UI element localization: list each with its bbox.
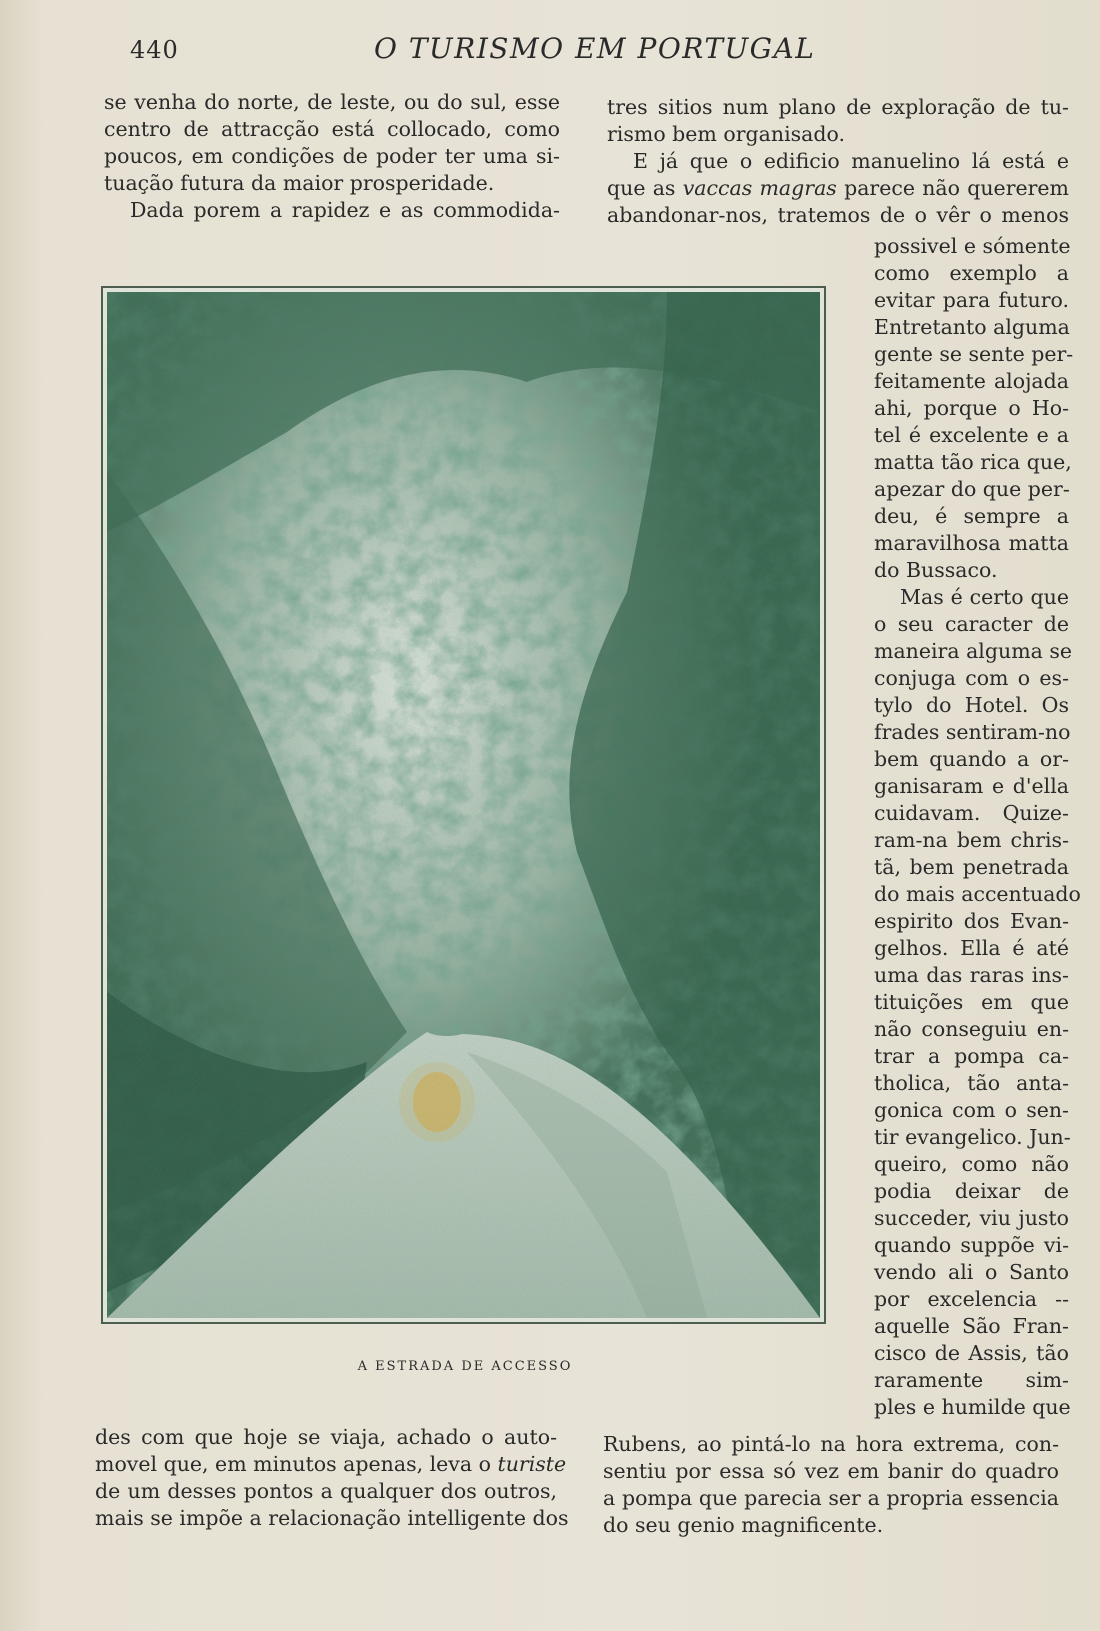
text-line: tel é excelente e a [874, 423, 1069, 447]
text-line: bem quando a or- [874, 747, 1069, 771]
text-line: queiro, como não [874, 1152, 1069, 1176]
photograph-frame [101, 286, 826, 1324]
text-line: ples e humilde que [874, 1395, 1071, 1419]
text-line: se venha do norte, de leste, ou do sul, esse [104, 90, 560, 114]
text-line: maravilhosa matta [874, 531, 1069, 555]
road-photograph [107, 292, 820, 1318]
text-line: deu, é sempre a [874, 504, 1069, 528]
text-line: gente se sente per- [874, 342, 1074, 366]
text-line: cuidavam. Quize- [874, 801, 1069, 825]
narrow-column [874, 233, 1081, 1421]
text-line: por excelencia -- [874, 1287, 1069, 1311]
text-line: a pompa que parecia ser a propria essencia [603, 1486, 1059, 1510]
left-column-bottom [95, 1424, 569, 1532]
text-line: maneira alguma se [874, 639, 1073, 663]
text-line [95, 1451, 567, 1478]
text-line: tholica, tão anta- [874, 1071, 1069, 1095]
text-line: Dada porem a rapidez e as commodida- [130, 198, 560, 222]
text-line: uma das raras ins- [874, 963, 1069, 987]
text-line: Rubens, ao pintá-lo na hora extrema, con- [603, 1432, 1059, 1456]
text-line: mais se impõe a relacionação intelligente dos [95, 1506, 569, 1530]
text-line: frades sentiram-no [874, 720, 1071, 744]
text-line: poucos, em condições de poder ter uma si- [104, 144, 560, 168]
text-fragment: que as [607, 176, 683, 200]
text-line: tituições em que [874, 990, 1069, 1014]
text-line: tylo do Hotel. Os [874, 693, 1069, 717]
text-line: gelhos. Ella é até [874, 936, 1069, 960]
text-line [607, 175, 1069, 202]
text-line: do mais accentuado [874, 882, 1081, 906]
text-line: do seu genio magnificente. [603, 1513, 884, 1537]
text-line: E já que o edificio manuelino lá está e [633, 149, 1069, 173]
text-line: Entretanto alguma [874, 315, 1070, 339]
text-line: de um desses pontos a qualquer dos outros, [95, 1479, 557, 1503]
figure-caption: A ESTRADA DE ACCESSO [357, 1359, 573, 1374]
text-line: aquelle São Fran- [874, 1314, 1069, 1338]
text-line: gonica com o sen- [874, 1098, 1069, 1122]
text-line: como exemplo a [874, 261, 1069, 285]
text-line: matta tão rica que, [874, 450, 1072, 474]
text-line: conjuga com o es- [874, 666, 1069, 690]
text-line: ganisaram e d'ella [874, 774, 1069, 798]
text-line: não conseguiu en- [874, 1017, 1069, 1041]
text-line: vendo ali o Santo [874, 1260, 1069, 1284]
text-line: sentiu por essa só vez em banir do quadro [603, 1459, 1059, 1483]
text-line: rismo bem organisado. [607, 122, 845, 146]
text-line: raramente sim- [874, 1368, 1069, 1392]
text-line: tres sitios num plano de exploração de tu- [607, 95, 1069, 119]
text-line: abandonar-nos, tratemos de o vêr o menos [607, 203, 1069, 227]
text-line: trar a pompa ca- [874, 1044, 1069, 1068]
left-column-top [104, 89, 560, 224]
text-fragment: parece não quererem [836, 176, 1069, 200]
italic-word: turiste [497, 1452, 567, 1476]
italic-phrase: vaccas magras [682, 176, 837, 200]
text-line: do Bussaco. [874, 558, 998, 582]
text-line: centro de attracção está collocado, como [104, 117, 560, 141]
text-line: Mas é certo que [900, 585, 1069, 609]
right-column-top [607, 94, 1069, 229]
text-line: tuação futura da maior prosperidade. [104, 171, 495, 195]
page-header [130, 32, 1060, 72]
text-line: tã, bem penetrada [874, 855, 1069, 879]
text-line: possivel e sómente [874, 234, 1071, 258]
text-fragment: movel que, em minutos apenas, leva o [95, 1452, 498, 1476]
text-line: cisco de Assis, tão [874, 1341, 1069, 1365]
text-line: feitamente alojada [874, 369, 1069, 393]
text-line: ram-na bem chris- [874, 828, 1069, 852]
text-line: tir evangelico. Jun- [874, 1125, 1071, 1149]
text-line: succeder, viu justo [874, 1206, 1069, 1230]
text-line: quando suppõe vi- [874, 1233, 1069, 1257]
text-line: apezar do que per- [874, 477, 1070, 501]
text-line: des com que hoje se viaja, achado o auto- [95, 1425, 557, 1449]
page-number: 440 [130, 36, 179, 64]
text-line: podia deixar de [874, 1179, 1069, 1203]
text-line: o seu caracter de [874, 612, 1069, 636]
right-column-bottom [603, 1431, 1059, 1539]
text-line: evitar para futuro. [874, 288, 1069, 312]
text-line: espirito dos Evan- [874, 909, 1069, 933]
running-title: O TURISMO EM PORTUGAL [374, 32, 816, 65]
text-line: ahi, porque o Ho- [874, 396, 1069, 420]
